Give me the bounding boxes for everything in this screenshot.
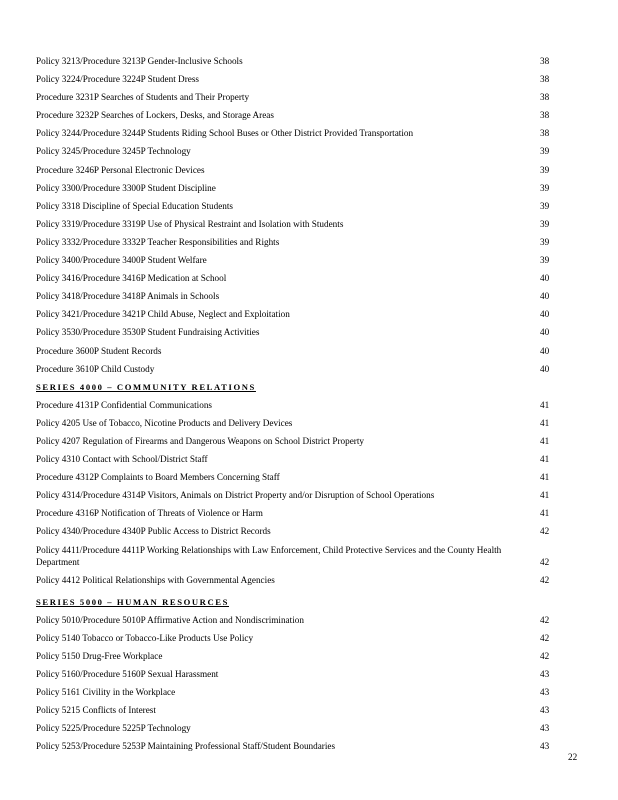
toc-entry-page: 38	[540, 92, 550, 103]
toc-entry	[36, 290, 556, 302]
toc-entry-title: Policy 5215 Conflicts of Interest	[36, 705, 156, 716]
toc-entry	[36, 507, 556, 519]
toc-entry	[36, 435, 556, 447]
toc-entry	[36, 272, 556, 284]
page-number: 22	[568, 752, 578, 762]
toc-entry-title: Policy 3418/Procedure 3418P Animals in Schools	[36, 291, 220, 302]
toc-entry	[36, 489, 556, 501]
toc-entry-title: Procedure 3232P Searches of Lockers, Desks, and Storage Areas	[36, 110, 274, 121]
toc-entry	[36, 704, 556, 716]
toc-entry-title: Procedure 4316P Notification of Threats of Violence or Harm	[36, 508, 263, 519]
toc-entry	[36, 145, 556, 157]
toc-entry	[36, 236, 556, 248]
toc-entry	[36, 574, 556, 586]
toc-section-3000	[36, 55, 556, 375]
toc-entry-title: Policy 4207 Regulation of Firearms and Dangerous Weapons on School District Property	[36, 435, 365, 446]
toc-entry	[36, 525, 556, 537]
toc-entry-title: Procedure 4312P Complaints to Board Members Concerning Staff	[36, 472, 280, 483]
toc-entry-page: 39	[540, 236, 550, 247]
toc-entry-title: Policy 5225/Procedure 5225P Technology	[36, 723, 191, 734]
toc-entry-page: 42	[540, 556, 550, 567]
toc-entry-title: Policy 5010/Procedure 5010P Affirmative Action and Nondiscrimination	[36, 614, 304, 625]
toc-entry-page: 40	[540, 363, 550, 374]
toc-entry-page: 43	[540, 669, 550, 679]
toc-entry-page: 40	[540, 291, 550, 302]
toc-entry-page: 40	[540, 345, 550, 356]
table-of-contents	[36, 55, 556, 758]
toc-entry-page: 39	[540, 182, 550, 193]
toc-entry-title: Procedure 4131P Confidential Communications	[36, 399, 212, 410]
toc-entry-page: 41	[540, 435, 550, 446]
toc-entry-title: Policy 3416/Procedure 3416P Medication at School	[36, 273, 227, 284]
toc-entry	[36, 55, 556, 67]
toc-entry-page: 40	[540, 273, 550, 284]
toc-entry-page: 43	[540, 705, 550, 716]
toc-entry-title: Policy 3400/Procedure 3400P Student Welfare	[36, 255, 207, 266]
toc-entry-title: Policy 3300/Procedure 3300P Student Discipline	[36, 182, 216, 193]
toc-entry-title: Policy 4412 Political Relationships with Governmental Agencies	[36, 574, 275, 585]
toc-entry-page: 41	[540, 472, 550, 483]
toc-entry-page: 39	[540, 200, 550, 211]
toc-entry	[36, 182, 556, 194]
toc-entry-title: Policy 4411/Procedure 4411P Working Relationships with Law Enforcement, Child Protective Services and the County Health Department	[36, 544, 502, 567]
toc-entry-page: 43	[540, 741, 550, 752]
toc-entry	[36, 254, 556, 266]
toc-entry-page: 42	[540, 526, 550, 537]
toc-entry-title: Policy 3332/Procedure 3332P Teacher Responsibilities and Rights	[36, 236, 280, 247]
toc-entry	[36, 614, 556, 626]
toc-entry-title: Policy 3213/Procedure 3213P Gender-Inclusive Schools	[36, 56, 243, 66]
toc-entry	[36, 218, 556, 230]
toc-entry	[36, 417, 556, 429]
toc-entry-page: 38	[540, 110, 550, 121]
toc-entry-title: Policy 5160/Procedure 5160P Sexual Harassment	[36, 669, 219, 679]
toc-entry-page: 41	[540, 490, 550, 501]
toc-entry-title: Policy 5253/Procedure 5253P Maintaining Professional Staff/Student Boundaries	[36, 741, 336, 752]
toc-entry	[36, 109, 556, 121]
toc-entry	[36, 345, 556, 357]
toc-entry	[36, 686, 556, 698]
toc-entry-page: 41	[540, 508, 550, 519]
toc-entry-page: 42	[540, 632, 550, 643]
toc-entry	[36, 326, 556, 338]
toc-entry-title: Policy 3530/Procedure 3530P Student Fundraising Activities	[36, 327, 260, 338]
toc-entry-title: Policy 3421/Procedure 3421P Child Abuse, Neglect and Exploitation	[36, 309, 290, 320]
toc-entry-title: Procedure 3610P Child Custody	[36, 363, 155, 374]
toc-entry-page: 39	[540, 146, 550, 157]
toc-entry-page: 40	[540, 309, 550, 320]
toc-entry-page: 43	[540, 687, 550, 698]
toc-entry	[36, 127, 556, 139]
toc-entry	[36, 740, 556, 752]
toc-entry-page: 39	[540, 255, 550, 266]
toc-entry	[36, 650, 556, 662]
toc-entry	[36, 73, 556, 85]
toc-entry-title: Policy 3245/Procedure 3245P Technology	[36, 146, 191, 157]
toc-entry-title: Policy 5150 Drug-Free Workplace	[36, 650, 163, 661]
toc-entry	[36, 399, 556, 411]
toc-entry-page: 42	[540, 650, 550, 661]
toc-entry-title: Policy 4314/Procedure 4314P Visitors, Animals on District Property and/or Disruption of School Operations	[36, 490, 435, 501]
series-4000-heading: SERIES 4000 – COMMUNITY RELATIONS	[36, 381, 256, 392]
toc-entry-title: Policy 3319/Procedure 3319P Use of Physical Restraint and Isolation with Students	[36, 218, 344, 229]
toc-entry	[36, 471, 556, 483]
toc-entry-title: Policy 3224/Procedure 3224P Student Dress	[36, 74, 199, 85]
toc-entry	[36, 632, 556, 644]
toc-entry-title: Policy 5140 Tobacco or Tobacco-Like Products Use Policy	[36, 632, 254, 643]
toc-entry	[36, 91, 556, 103]
toc-entry-page: 41	[540, 399, 550, 410]
toc-entry-page: 42	[540, 614, 550, 625]
toc-entry	[36, 668, 556, 680]
toc-entry-page: 38	[540, 56, 550, 66]
toc-entry-title: Policy 4310 Contact with School/District Staff	[36, 454, 208, 465]
toc-entry-page: 39	[540, 218, 550, 229]
toc-entry	[36, 363, 556, 375]
toc-entry	[36, 308, 556, 320]
toc-entry-page: 43	[540, 723, 550, 734]
toc-entry-title: Policy 3318 Discipline of Special Education Students	[36, 200, 233, 211]
toc-entry-page: 42	[540, 574, 550, 585]
series-5000-heading: SERIES 5000 – HUMAN RESOURCES	[36, 596, 229, 607]
toc-entry-page: 38	[540, 74, 550, 85]
toc-entry	[36, 453, 556, 465]
toc-entry-title: Procedure 3246P Personal Electronic Devices	[36, 164, 205, 175]
toc-entry-page: 40	[540, 327, 550, 338]
toc-entry-title: Policy 5161 Civility in the Workplace	[36, 687, 176, 698]
toc-entry-page: 38	[540, 128, 550, 139]
toc-entry-title: Procedure 3600P Student Records	[36, 345, 162, 356]
toc-section-4000	[36, 399, 556, 586]
toc-section-5000	[36, 614, 556, 753]
toc-entry	[36, 544, 556, 568]
toc-entry-title: Procedure 3231P Searches of Students and Their Property	[36, 92, 250, 103]
toc-entry-page: 41	[540, 417, 550, 428]
toc-entry-title: Policy 4205 Use of Tobacco, Nicotine Products and Delivery Devices	[36, 417, 293, 428]
toc-entry-page: 39	[540, 164, 550, 175]
toc-entry-page: 41	[540, 454, 550, 465]
toc-entry	[36, 164, 556, 176]
toc-entry	[36, 722, 556, 734]
toc-entry-title: Policy 3244/Procedure 3244P Students Riding School Buses or Other District Provided Transportation	[36, 128, 414, 139]
toc-entry	[36, 200, 556, 212]
toc-entry-title: Policy 4340/Procedure 4340P Public Access to District Records	[36, 526, 271, 537]
